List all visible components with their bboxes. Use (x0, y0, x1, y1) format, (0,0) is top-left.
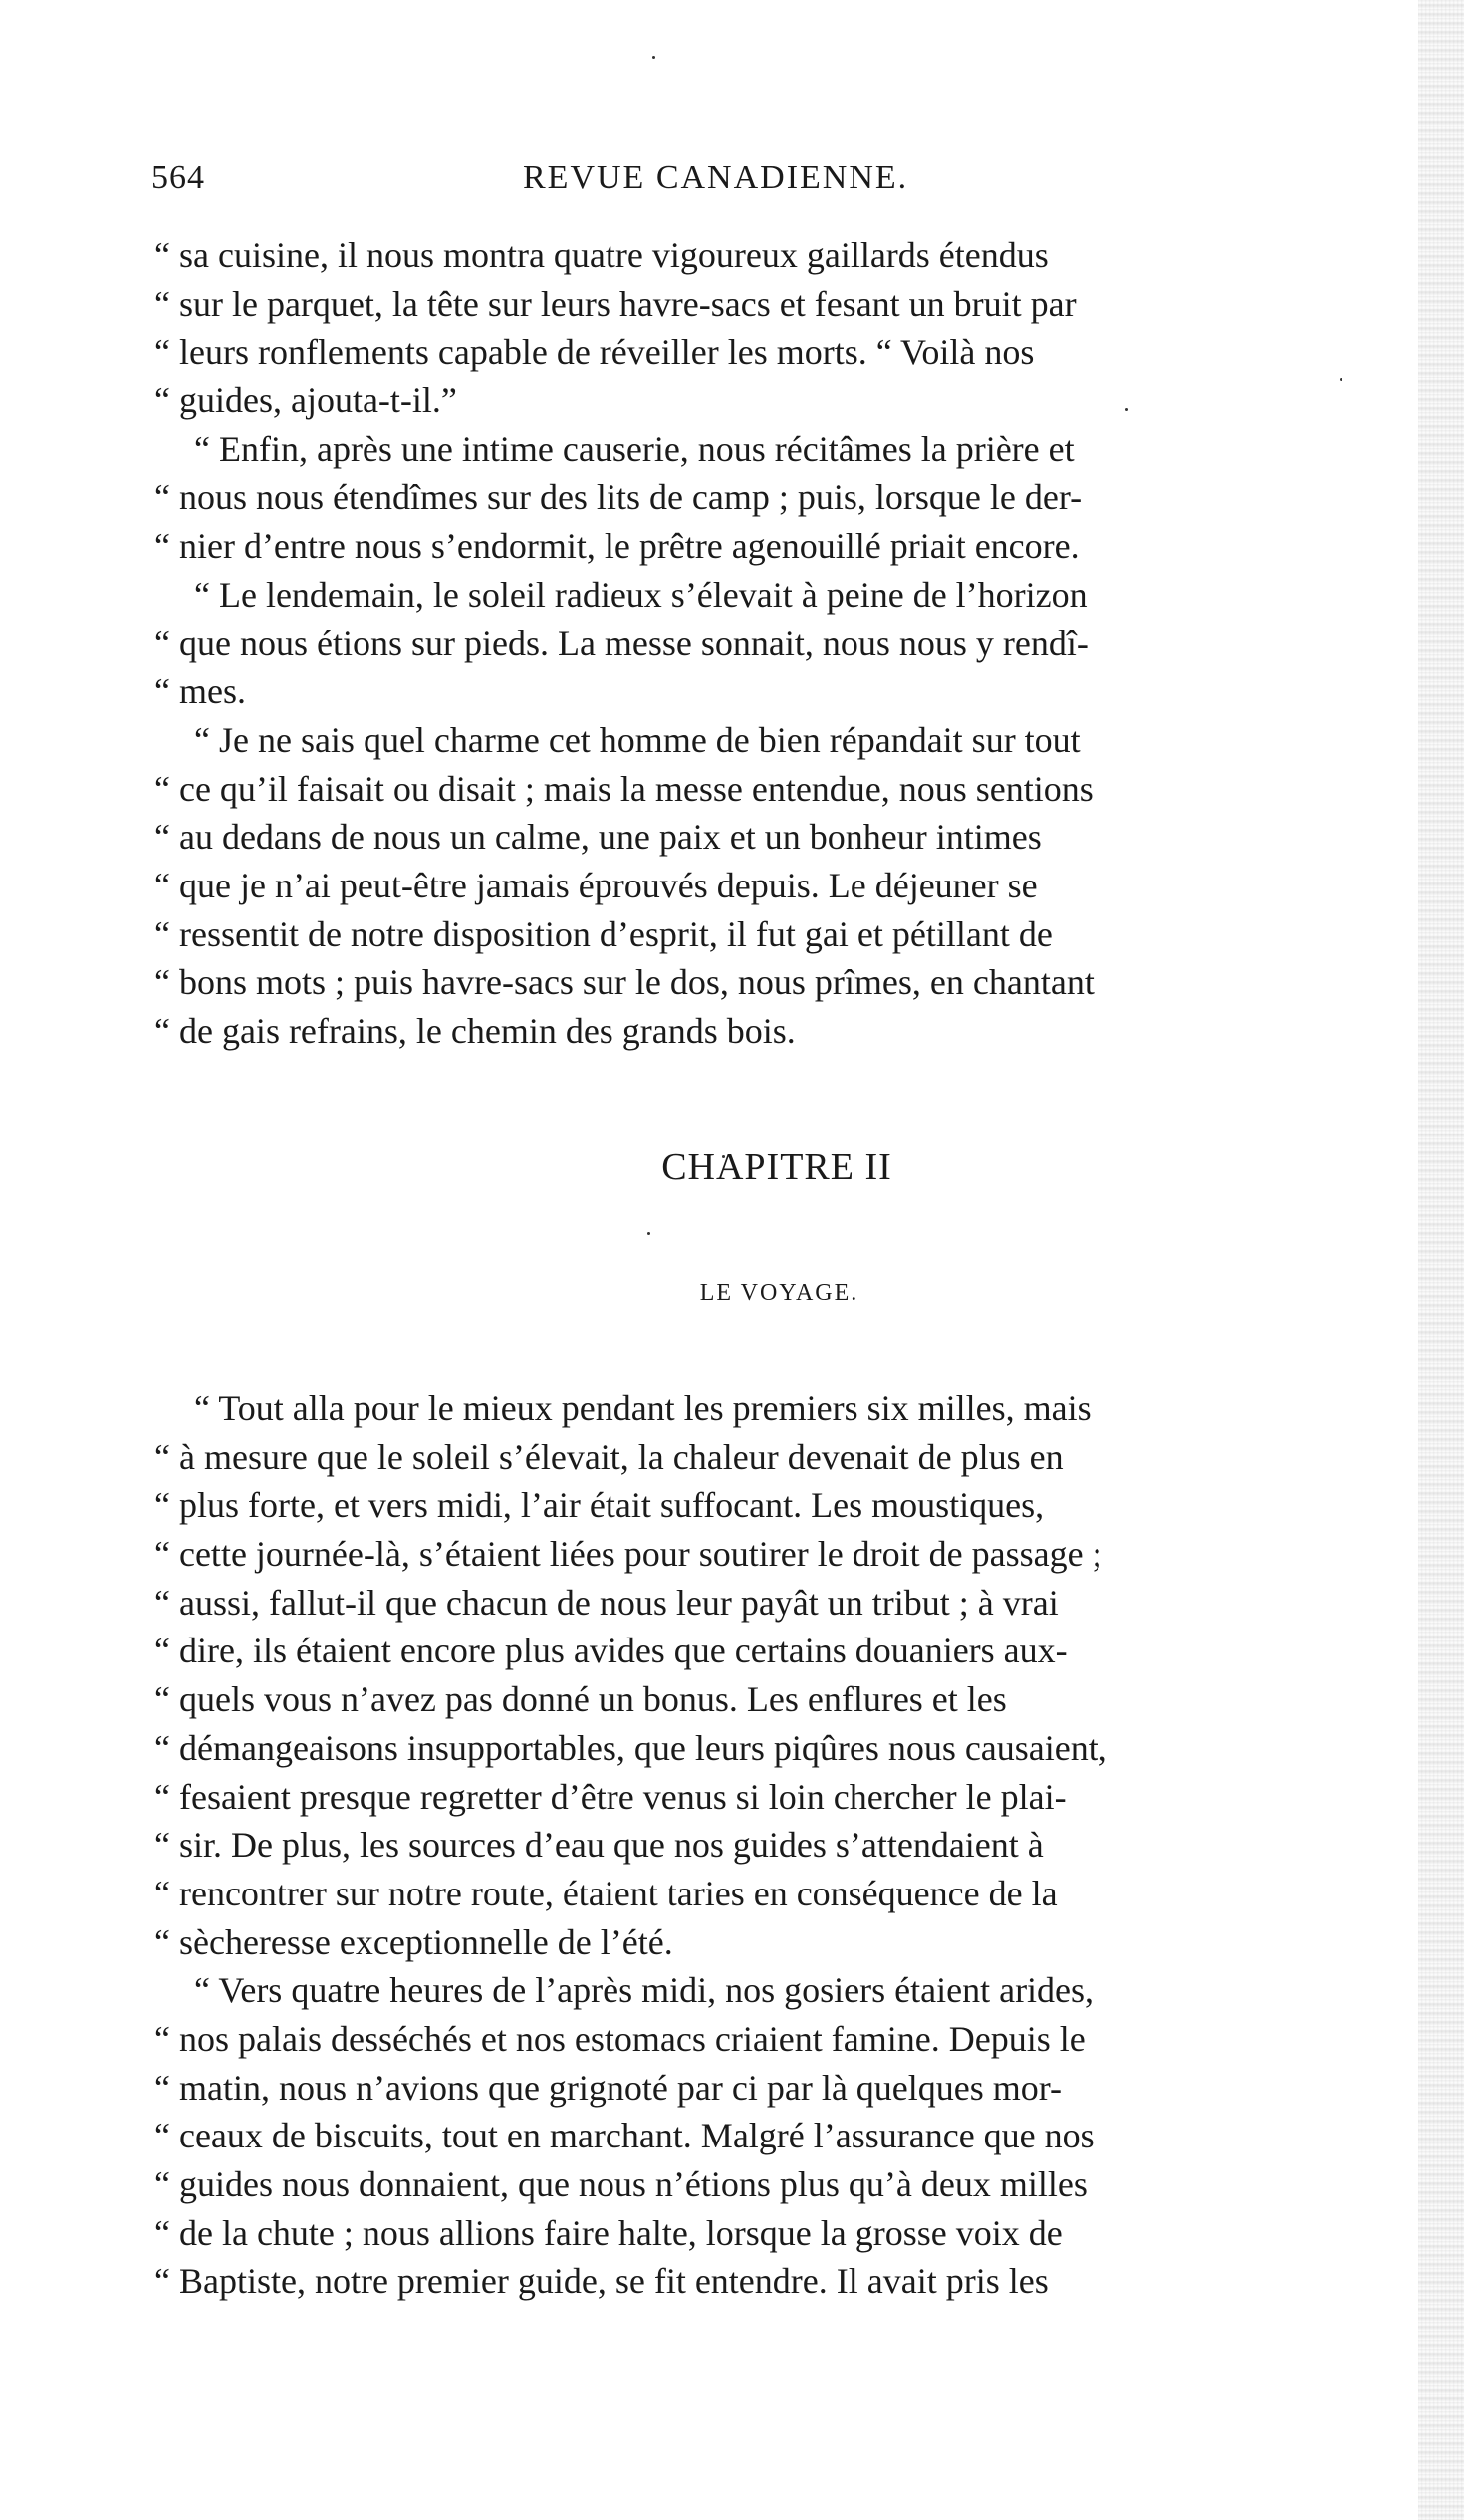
text-line: “ à mesure que le soleil s’élevait, la chaleur devenait de plus en (154, 1436, 1064, 1477)
text-line: “ leurs ronflements capable de réveiller les morts. “ Voilà nos (154, 332, 1035, 373)
text-line: “ Le lendemain, le soleil radieux s’élevait à peine de l’horizon (194, 574, 1088, 615)
text-line: “ bons mots ; puis havre-sacs sur le dos, nous prîmes, en chantant (154, 962, 1095, 1003)
text-line: “ cette journée-là, s’étaient liées pour soutirer le droit de passage ; (154, 1534, 1102, 1575)
text-line: “ Vers quatre heures de l’après midi, nos gosiers étaient arides, (194, 1970, 1095, 2011)
text-line: “ rencontrer sur notre route, étaient taries en conséquence de la (154, 1873, 1058, 1913)
text-line: “ fesaient presque regretter d’être venus si loin chercher le plai- (154, 1776, 1067, 1817)
text-block-1 (154, 231, 1359, 1056)
text-line: “ aussi, fallut-il que chacun de nous leur payât un tribut ; à vrai (154, 1582, 1059, 1623)
chapter-title: CHAPITRE II (661, 1146, 892, 1188)
page-header (149, 159, 1344, 219)
text-line: “ de la chute ; nous allions faire halte, lorsque la grosse voix de (154, 2212, 1063, 2253)
running-title: REVUE CANADIENNE. (523, 159, 909, 196)
text-block-2 (154, 1385, 1359, 2306)
text-line: “ nos palais desséchés et nos estomacs criaient famine. Depuis le (154, 2018, 1086, 2059)
text-line: “ dire, ils étaient encore plus avides que certains douaniers aux- (154, 1631, 1068, 1671)
text-line: “ guides, ajouta-t-il.” (154, 380, 457, 421)
text-line: “ de gais refrains, le chemin des grands bois. (154, 1011, 796, 1051)
chapter-subtitle: LE VOYAGE. (699, 1280, 859, 1306)
text-line: “ sur le parquet, la tête sur leurs havre-sacs et fesant un bruit par (154, 283, 1077, 324)
text-line: “ Tout alla pour le mieux pendant les premiers six milles, mais (194, 1388, 1092, 1428)
scan-speck (647, 1232, 650, 1235)
text-line: “ guides nous donnaient, que nous n’étions plus qu’à deux milles (154, 2164, 1088, 2204)
text-line: “ démangeaisons insupportables, que leurs piqûres nous causaient, (154, 1727, 1107, 1768)
text-line: “ ressentit de notre disposition d’esprit, il fut gai et pétillant de (154, 913, 1053, 954)
text-line: “ que nous étions sur pieds. La messe sonnait, nous nous y rendî- (154, 623, 1089, 663)
text-line: “ Baptiste, notre premier guide, se fit entendre. Il avait pris les (154, 2261, 1049, 2302)
text-line: “ nier d’entre nous s’endormit, le prêtre agenouillé priait encore. (154, 526, 1080, 567)
text-line: “ ceaux de biscuits, tout en marchant. Malgré l’assurance que nos (154, 2116, 1095, 2156)
text-line: “ Je ne sais quel charme cet homme de bien répandait sur tout (194, 719, 1081, 760)
text-line: “ plus forte, et vers midi, l’air était suffocant. Les moustiques, (154, 1485, 1045, 1526)
text-line: “ ce qu’il faisait ou disait ; mais la messe entendue, nous sentions (154, 768, 1094, 809)
text-line: “ que je n’ai peut-être jamais éprouvés depuis. Le déjeuner se (154, 865, 1038, 905)
text-line: “ sa cuisine, il nous montra quatre vigoureux gaillards étendus (154, 235, 1049, 275)
scan-edge-noise (1418, 0, 1464, 2520)
text-line: “ nous nous étendîmes sur des lits de camp ; puis, lorsque le der- (154, 477, 1083, 518)
text-line: “ sir. De plus, les sources d’eau que nos guides s’attendaient à (154, 1825, 1044, 1866)
text-line: “ quels vous n’avez pas donné un bonus. Les enflures et les (154, 1679, 1007, 1720)
text-line: “ mes. (154, 671, 246, 712)
text-line: “ sècheresse exceptionnelle de l’été. (154, 1921, 673, 1962)
page-number: 564 (151, 159, 205, 196)
scan-speck (652, 56, 655, 59)
text-line: “ Enfin, après une intime causerie, nous récitâmes la prière et (194, 428, 1075, 469)
text-line: “ au dedans de nous un calme, une paix et un bonheur intimes (154, 817, 1042, 858)
text-line: “ matin, nous n’avions que grignoté par ci par là quelques mor- (154, 2067, 1063, 2108)
